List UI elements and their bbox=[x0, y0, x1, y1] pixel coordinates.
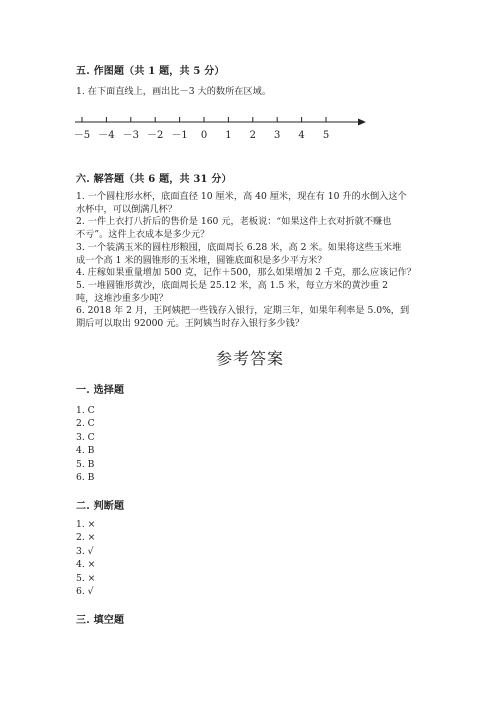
question-line: 3. 一个装满玉米的圆柱形粮囤，底面周长 6.28 米，高 2 米。如果将这些玉米堆 bbox=[76, 241, 402, 253]
answers-title: 参考答案 bbox=[215, 349, 284, 368]
tick-label: 2 bbox=[249, 130, 256, 141]
answers-part3-heading: 三. 填空题 bbox=[76, 615, 125, 626]
tick-label: －2 bbox=[147, 130, 164, 141]
question-line: 期后可以取出 92000 元。王阿姨当时存入银行多少钱？ bbox=[76, 318, 305, 329]
answers-part2-list bbox=[76, 518, 95, 598]
list-item: 6. √ bbox=[76, 586, 94, 598]
answers-part1-list bbox=[76, 404, 95, 484]
tick-label: 3 bbox=[274, 130, 281, 141]
number-line bbox=[70, 112, 370, 146]
question-line: 6. 2018 年 2 月，王阿姨把一些钱存入银行，定期三年，如果年利率是 5.0%，到 bbox=[76, 305, 410, 317]
question-line: 成一个高 1 米的圆锥形的玉米堆，圆锥底面积是多少平方米？ bbox=[76, 254, 327, 266]
section6-heading: 六. 解答题（共 6 题，共 31 分） bbox=[76, 174, 232, 185]
list-item: 3. C bbox=[76, 431, 95, 443]
tick-label: －5 bbox=[73, 130, 91, 141]
arrow-right-icon bbox=[358, 119, 366, 126]
list-item: 5. B bbox=[76, 458, 95, 470]
tick-label: 4 bbox=[298, 130, 305, 141]
tick-label: －3 bbox=[122, 130, 139, 141]
question-line: 吨，这堆沙重多少吨？ bbox=[76, 292, 168, 304]
section5-heading: 五. 作图题（共 1 题，共 5 分） bbox=[76, 66, 225, 77]
question-line: 不亏”。这件上衣成本是多少元？ bbox=[76, 229, 210, 241]
list-item: 3. √ bbox=[76, 545, 94, 557]
list-item: 4. B bbox=[76, 445, 95, 457]
question-line: 4. 庄稼如果重量增加 500 克，记作＋500，那么如果增加 2 千克，那么应该记作？ bbox=[76, 267, 416, 279]
question-line: 5. 一堆圆锥形黄沙，底面周长是 25.12 米，高 1.5 米，每立方米的黄沙重 2 bbox=[76, 279, 388, 291]
tick-label: －1 bbox=[171, 130, 188, 141]
section5-question1: 1. 在下面直线上，画出比－3 大的数所在区域。 bbox=[76, 86, 272, 97]
list-item: 1. C bbox=[76, 405, 95, 416]
list-item: 5. × bbox=[76, 572, 96, 584]
tick-label: 1 bbox=[225, 130, 232, 141]
question-line: 2. 一件上衣打八折后的售价是 160 元，老板说：“如果这件上衣对折就不赚也 bbox=[76, 216, 392, 228]
list-item: 4. × bbox=[76, 559, 96, 571]
answers-part2-heading: 二. 判断题 bbox=[76, 501, 125, 512]
answers-part1-heading: 一. 选择题 bbox=[76, 385, 125, 396]
list-item: 2. C bbox=[76, 418, 95, 430]
list-item: 2. × bbox=[76, 532, 96, 544]
list-item: 1. × bbox=[76, 519, 96, 530]
question-line: 1. 一个圆柱形水杯，底面直径 10 厘米，高 40 厘米，现在有 10 升的水倒入这个 bbox=[76, 191, 407, 202]
tick-label: 5 bbox=[322, 130, 330, 141]
tick-label: 0 bbox=[200, 130, 208, 141]
question-line: 水杯中，可以倒满几杯？ bbox=[76, 203, 178, 215]
list-item: 6. B bbox=[76, 472, 95, 484]
tick-label: －4 bbox=[98, 130, 115, 141]
